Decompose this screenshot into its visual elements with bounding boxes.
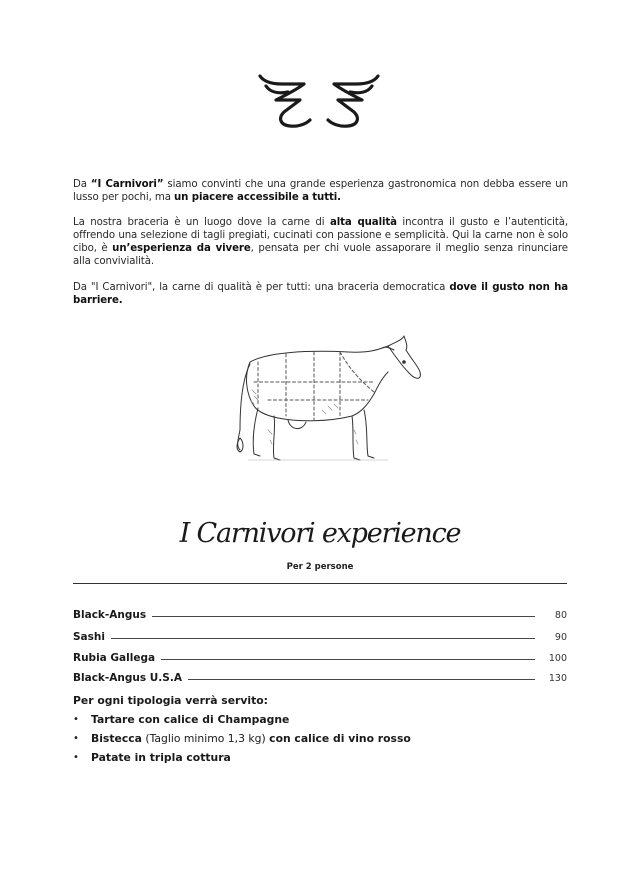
menu-item-price: 100 — [548, 652, 567, 664]
bull-horns-logo-icon — [254, 70, 384, 136]
leader-line — [111, 638, 535, 639]
leader-line — [152, 616, 535, 617]
cow-illustration-icon — [228, 330, 424, 472]
section-title: I Carnivori experience — [179, 518, 461, 549]
menu-item-sashi — [73, 629, 567, 645]
menu-item-price: 130 — [548, 672, 567, 684]
menu-item-name: Rubia Gallega — [73, 652, 156, 664]
served-list — [73, 710, 411, 767]
list-item: • Bistecca (Taglio minimo 1,3 kg) con calice di vino rosso — [73, 729, 411, 748]
section-divider — [73, 583, 567, 584]
menu-item-name: Sashi — [73, 631, 105, 643]
menu-item-black-angus — [73, 607, 567, 623]
menu-item-price: 90 — [554, 631, 567, 643]
menu-item-price: 80 — [554, 609, 567, 621]
leader-line — [188, 679, 535, 680]
menu-item-rubia-gallega — [73, 650, 567, 666]
menu-item-black-angus-usa — [73, 670, 567, 686]
served-heading: Per ogni tipologia verrà servito: — [73, 694, 268, 707]
menu-item-name: Black-Angus — [73, 609, 147, 621]
intro-paragraph-3: Da "I Carnivori", la carne di qualità è per tutti: una braceria democratica dove il gusto non ha barriere. — [73, 282, 568, 306]
intro-paragraph-1: Da “I Carnivori” siamo convinti che una grande esperienza gastronomica non debba essere un lusso per pochi, ma un piacere accessibile a tutti. — [73, 179, 568, 203]
intro-paragraph-2: La nostra braceria è un luogo dove la carne di alta qualità incontra il gusto e l’autenticità, offrendo una selezione di tagli pregiati, cucinati con passione e semplicità. Qui la carne non è solo cibo, è un’esperienza da vivere, pensata per chi vuole assaporare il meglio senza rinunciare alla convivialità. — [73, 217, 568, 267]
section-subtitle: Per 2 persone — [286, 562, 354, 572]
list-item: • Tartare con calice di Champagne — [73, 710, 411, 729]
menu-item-name: Black-Angus U.S.A — [73, 672, 182, 684]
list-item: • Patate in tripla cottura — [73, 748, 411, 767]
leader-line — [161, 659, 535, 660]
